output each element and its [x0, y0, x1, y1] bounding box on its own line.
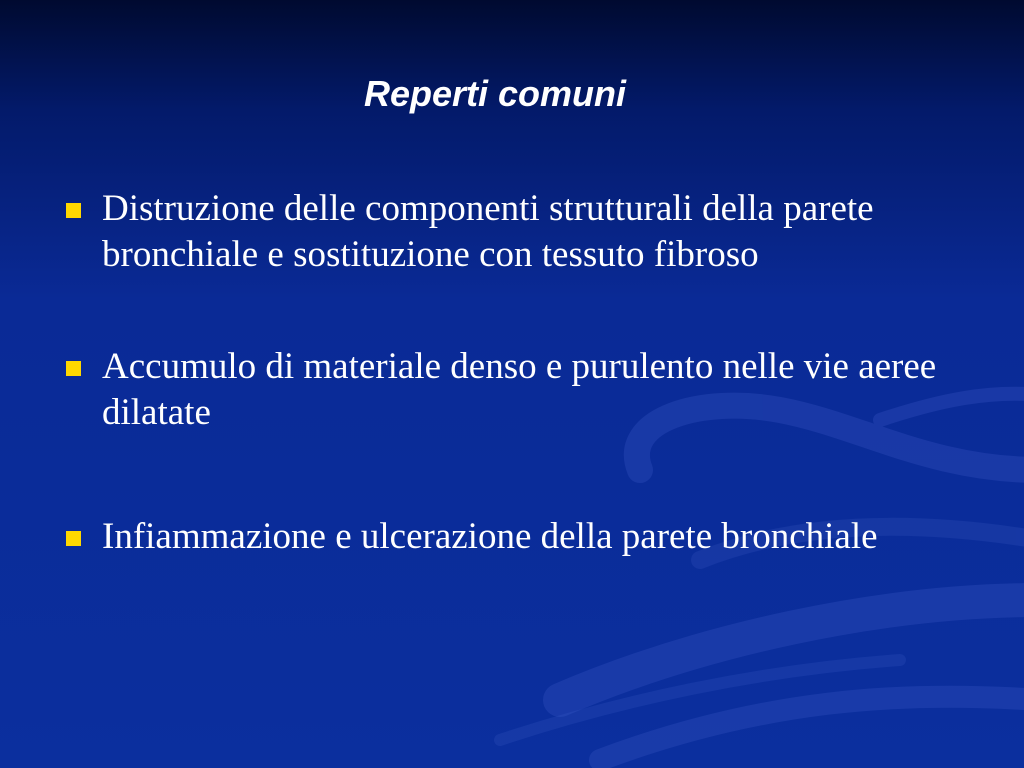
yellow-square-bullet-icon	[66, 531, 81, 546]
bullet-list	[60, 186, 960, 626]
bullet-item	[60, 514, 960, 560]
bullet-text: Accumulo di materiale denso e purulento nelle vie aeree dilatate	[102, 346, 937, 433]
bullet-item	[60, 344, 960, 436]
yellow-square-bullet-icon	[66, 361, 81, 376]
yellow-square-bullet-icon	[66, 203, 81, 218]
bullet-text: Infiammazione e ulcerazione della parete bronchiale	[102, 516, 878, 557]
slide-title: Reperti comuni	[363, 73, 627, 114]
bullet-item	[60, 186, 960, 278]
bullet-text: Distruzione delle componenti strutturali della parete bronchiale e sostituzione con tessuto fibroso	[102, 188, 874, 275]
